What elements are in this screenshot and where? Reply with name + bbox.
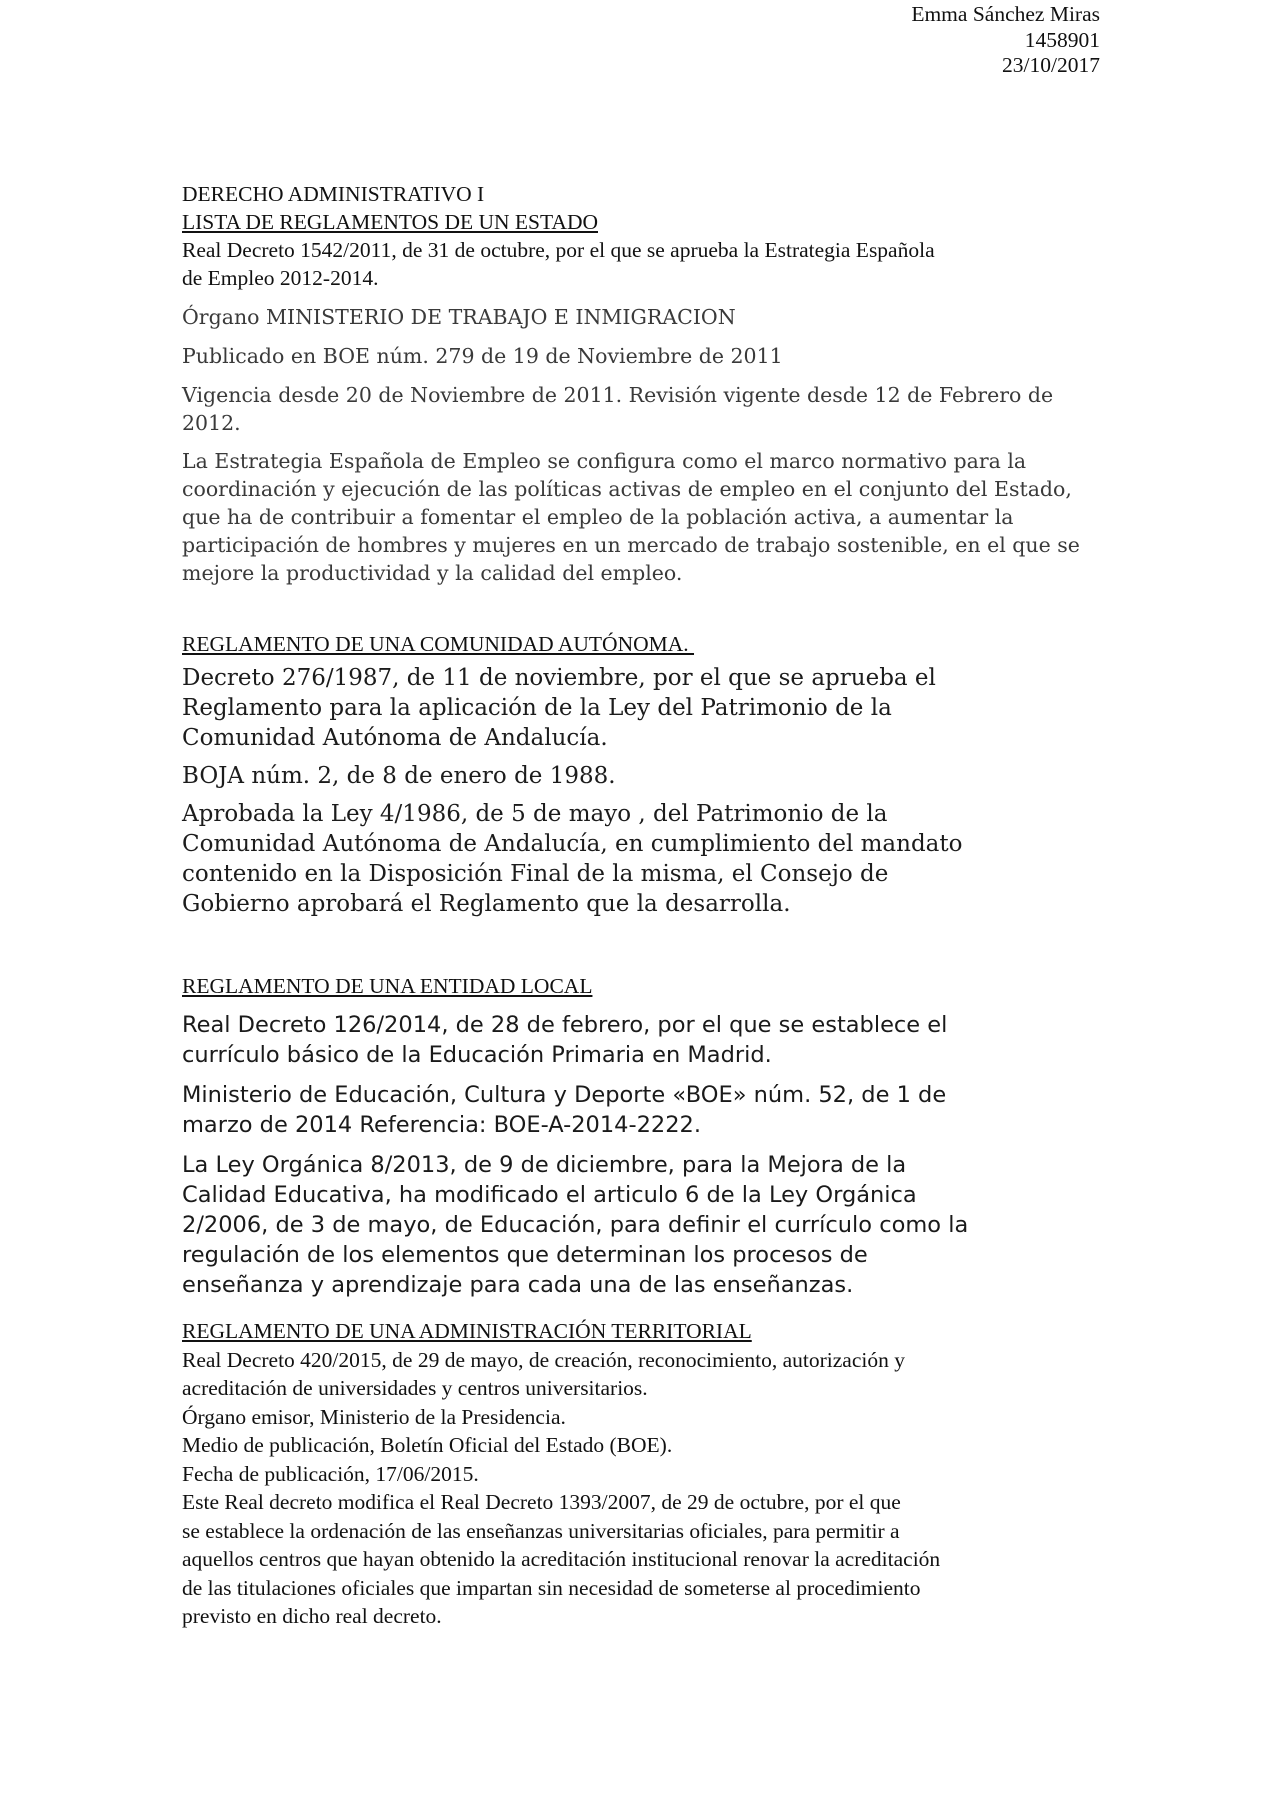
comunidad-decree-line: Decreto 276/1987, de 11 de noviembre, por el que se aprueba el	[182, 665, 936, 691]
estado-vigencia-line: 2012.	[182, 411, 241, 435]
document-date: 23/10/2017	[1002, 53, 1100, 77]
comunidad-decree-line: Comunidad Autónoma de Andalucía.	[182, 725, 608, 751]
estado-summary-line: mejore la productividad y la calidad del empleo.	[182, 561, 683, 585]
estado-publicado: Publicado en BOE núm. 279 de 19 de Noviembre de 2011	[182, 344, 783, 368]
author-block	[911, 2, 1100, 79]
author-name: Emma Sánchez Miras	[911, 2, 1100, 26]
territorial-summary-line: de las titulaciones oficiales que impartan sin necesidad de someterse al procedimiento	[182, 1575, 921, 1600]
comunidad-summary-line: contenido en la Disposición Final de la misma, el Consejo de	[182, 861, 889, 887]
section-administracion-territorial	[182, 1317, 1102, 1631]
estado-decree-line: Real Decreto 1542/2011, de 31 de octubre, por el que se aprueba la Estrategia Española	[182, 238, 935, 262]
territorial-heading: REGLAMENTO DE UNA ADMINISTRACIÓN TERRITORIAL	[182, 1319, 752, 1343]
entidad-decree-line: currículo básico de la Educación Primaria en Madrid.	[182, 1042, 772, 1068]
estado-summary-line: La Estrategia Española de Empleo se configura como el marco normativo para la	[182, 449, 1027, 473]
estado-vigencia-line: Vigencia desde 20 de Noviembre de 2011. Revisión vigente desde 12 de Febrero de	[182, 383, 1054, 407]
estado-summary-line: participación de hombres y mujeres en un mercado de trabajo sostenible, en el que se	[182, 533, 1080, 557]
entidad-heading: REGLAMENTO DE UNA ENTIDAD LOCAL	[182, 974, 593, 998]
territorial-summary-line: se establece la ordenación de las enseñanzas universitarias oficiales, para permitir a	[182, 1518, 900, 1543]
comunidad-heading: REGLAMENTO DE UNA COMUNIDAD AUTÓNOMA.	[182, 632, 695, 656]
comunidad-boja: BOJA núm. 2, de 8 de enero de 1988.	[182, 763, 616, 789]
territorial-organo: Órgano emisor, Ministerio de la Presidencia.	[182, 1404, 566, 1429]
comunidad-decree-line: Reglamento para la aplicación de la Ley del Patrimonio de la	[182, 695, 892, 721]
list-title: LISTA DE REGLAMENTOS DE UN ESTADO	[182, 210, 598, 234]
subject-title: DERECHO ADMINISTRATIVO I	[182, 182, 485, 206]
comunidad-summary-line: Gobierno aprobará el Reglamento que la desarrolla.	[182, 891, 791, 917]
comunidad-summary-line: Aprobada la Ley 4/1986, de 5 de mayo , del Patrimonio de la	[182, 801, 888, 827]
entidad-summary-line: enseñanza y aprendizaje para cada una de las enseñanzas.	[182, 1272, 854, 1298]
estado-decree-line: de Empleo 2012-2014.	[182, 266, 379, 290]
section-entidad-local	[182, 972, 1102, 1300]
territorial-summary-line: Este Real decreto modifica el Real Decreto 1393/2007, de 29 de octubre, por el que	[182, 1490, 901, 1514]
comunidad-summary-line: Comunidad Autónoma de Andalucía, en cumplimiento del mandato	[182, 831, 963, 857]
territorial-decree-line: acreditación de universidades y centros universitarios.	[182, 1376, 648, 1400]
estado-summary-line: coordinación y ejecución de las políticas activas de empleo en el conjunto del Estado,	[182, 477, 1072, 501]
section-estado	[182, 180, 1102, 587]
territorial-fecha: Fecha de publicación, 17/06/2015.	[182, 1461, 479, 1486]
entidad-decree-line: Real Decreto 126/2014, de 28 de febrero, por el que se establece el	[182, 1012, 948, 1038]
entidad-summary-line: Calidad Educativa, ha modificado el articulo 6 de la Ley Orgánica	[182, 1182, 917, 1208]
estado-summary-line: que ha de contribuir a fomentar el empleo de la población activa, a aumentar la	[182, 505, 1014, 529]
estado-organo: Órgano MINISTERIO DE TRABAJO E INMIGRACION	[182, 305, 736, 329]
entidad-summary-line: regulación de los elementos que determinan los procesos de	[182, 1242, 868, 1268]
territorial-decree-line: Real Decreto 420/2015, de 29 de mayo, de creación, reconocimiento, autorización y	[182, 1347, 905, 1372]
territorial-summary-line: aquellos centros que hayan obtenido la acreditación institucional renovar la acreditación	[182, 1547, 941, 1571]
section-comunidad-autonoma	[182, 630, 1102, 919]
entidad-summary-line: La Ley Orgánica 8/2013, de 9 de diciembre, para la Mejora de la	[182, 1152, 907, 1178]
entidad-ministerio-line: marzo de 2014 Referencia: BOE-A-2014-2222.	[182, 1112, 702, 1138]
entidad-summary-line: 2/2006, de 3 de mayo, de Educación, para definir el currículo como la	[182, 1212, 969, 1238]
entidad-ministerio-line: Ministerio de Educación, Cultura y Deporte «BOE» núm. 52, de 1 de	[182, 1082, 947, 1108]
student-id: 1458901	[1024, 27, 1100, 52]
territorial-medio: Medio de publicación, Boletín Oficial del Estado (BOE).	[182, 1433, 673, 1457]
territorial-summary-line: previsto en dicho real decreto.	[182, 1604, 442, 1628]
